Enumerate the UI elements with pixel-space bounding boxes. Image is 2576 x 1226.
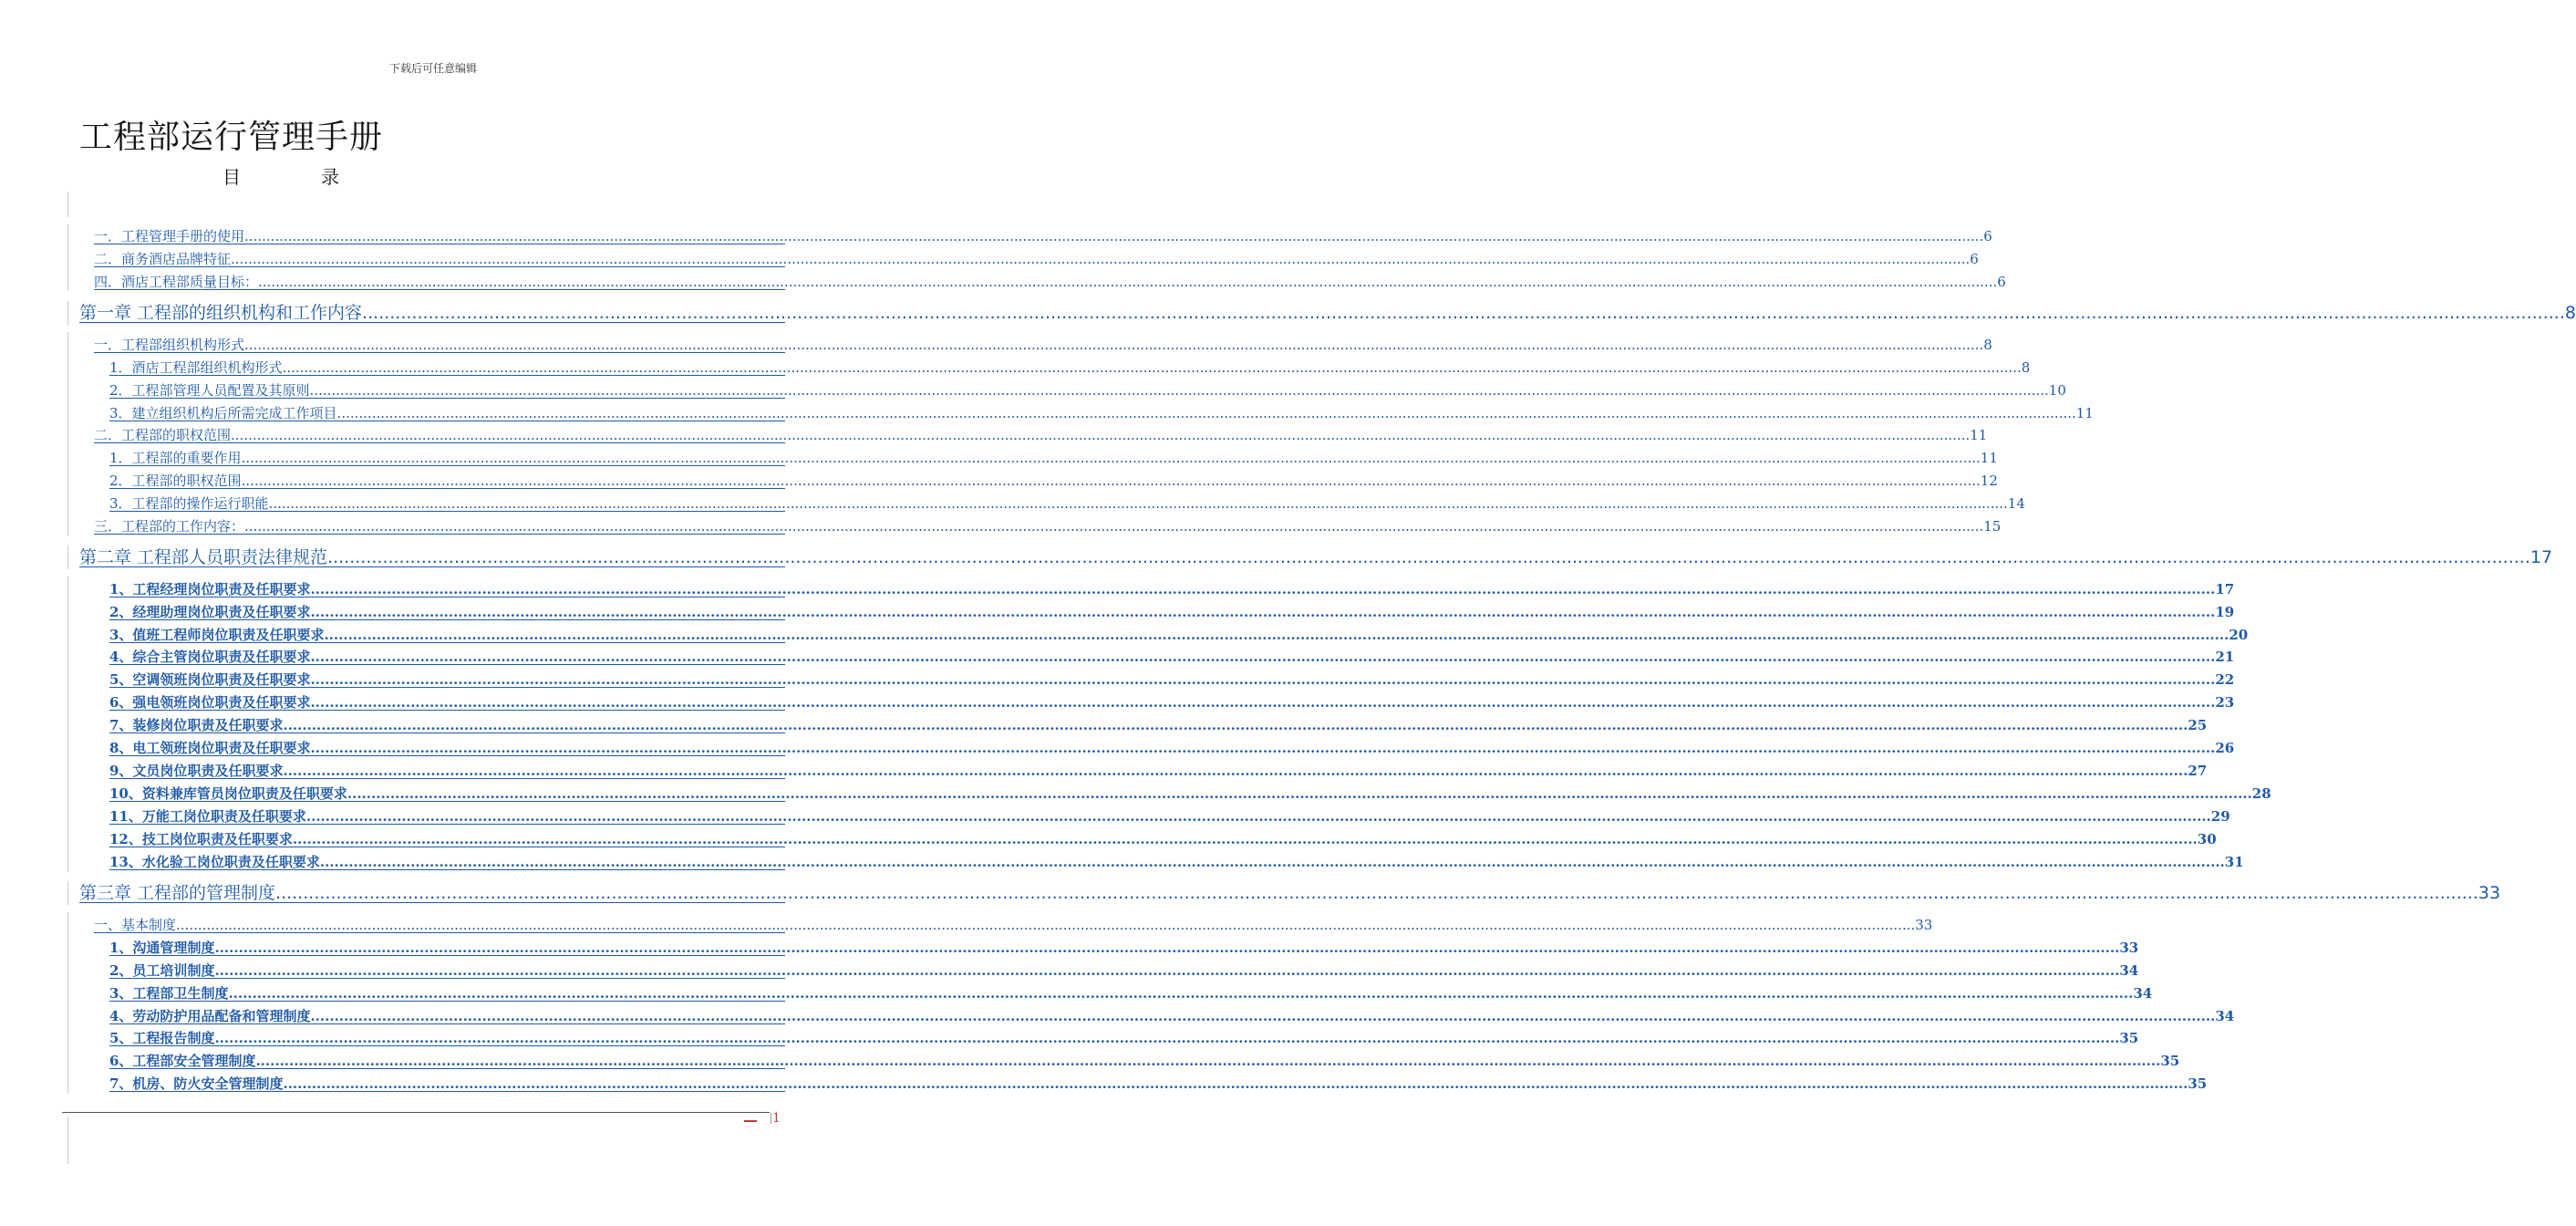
toc-entry[interactable] [109, 1030, 2139, 1046]
toc-leader-dots: ................................................................................................................................................................................................................................................................................................................................................................................................................ [283, 717, 2188, 733]
toc-entry-page: 6 [1997, 274, 2006, 290]
toc-entry-label: 13、水化验工岗位职责及任职要求 [109, 854, 320, 870]
toc-entry-page: 34 [2119, 962, 2139, 979]
toc-leader-dots: ................................................................................................................................................................................................................................................................................................................................................................................................................ [336, 405, 2076, 421]
toc-entry-page: 6 [1983, 228, 1992, 244]
toc-entry-label: 三．工程部的工作内容： [94, 518, 245, 535]
toc-entry[interactable] [109, 785, 2271, 802]
toc-entry-page: 33 [1915, 917, 1933, 933]
toc-leader-dots: ................................................................................................................................................................................................................................................................................................................................................................................................................ [268, 495, 2008, 512]
toc-entry-label: 7、装修岗位职责及任职要求 [109, 717, 284, 733]
toc-entry[interactable] [109, 473, 1998, 489]
toc-leader-dots: ................................................................................................................................................................................................................................................................................................................................................................................................................ [258, 274, 1998, 290]
toc-entry-page: 23 [2215, 694, 2235, 711]
toc-entry-page: 29 [2210, 808, 2230, 825]
toc-entry-page: 34 [2133, 985, 2153, 1002]
toc-entry[interactable] [109, 940, 2139, 956]
toc-entry-page: 14 [2007, 495, 2025, 512]
toc-leader-dots: ................................................................................................................................................................................................................................................................................................................................................................................................................ [310, 649, 2216, 665]
margin-bracket [67, 1117, 68, 1164]
toc-entry[interactable] [109, 985, 2153, 1002]
toc-entry-label: 2、员工培训制度 [109, 962, 215, 979]
toc-entry-label: 3．工程部的操作运行职能 [109, 495, 269, 512]
toc-entry-page: 11 [1980, 450, 1998, 466]
toc-entry-label: 5、空调领班岗位职责及任职要求 [109, 671, 311, 688]
toc-entry[interactable] [94, 917, 1933, 933]
toc-entry-page: 21 [2215, 649, 2235, 665]
toc-entry[interactable] [109, 649, 2235, 665]
toc-entry-page: 20 [2229, 627, 2249, 643]
toc-entry-label: 第一章 工程部的组织机构和工作内容 [79, 303, 363, 323]
toc-entry-page: 17 [2529, 547, 2553, 567]
toc-leader-dots: ................................................................................................................................................................................................................................................................................................................................................................................................................ [214, 1030, 2120, 1046]
toc-entry[interactable] [109, 808, 2230, 825]
toc-entry-label: 2．工程部管理人员配置及其原则 [109, 382, 310, 399]
toc-entry[interactable] [109, 831, 2217, 847]
toc-entry-label: 一．工程管理手册的使用 [94, 228, 245, 244]
toc-leader-dots: ................................................................................................................................................................................................................................................................................................................................................................................................................ [241, 473, 1981, 489]
toc-entry-label: 12、技工岗位职责及任职要求 [109, 831, 293, 847]
toc-entry-label: 2、经理助理岗位职责及任职要求 [109, 604, 311, 620]
toc-entry[interactable] [94, 337, 1992, 353]
toc-entry-label: 8、电工领班岗位职责及任职要求 [109, 740, 311, 756]
toc-entry[interactable] [109, 581, 2235, 597]
toc-entry-page: 26 [2215, 740, 2235, 756]
toc-entry-label: 1、沟通管理制度 [109, 940, 215, 956]
toc-entry-page: 35 [2119, 1030, 2139, 1046]
toc-leader-dots: ................................................................................................................................................................................................................................................................................................................................................................................................................ [310, 604, 2216, 620]
toc-entry-page: 8 [2564, 303, 2576, 323]
toc-entry-label: 四．酒店工程部质量目标： [94, 274, 259, 290]
toc-leader-dots: ................................................................................................................................................................................................................................................................................................................................................................................................................ [231, 427, 1971, 443]
toc-entry-label: 二．工程部的职权范围 [94, 427, 232, 443]
margin-bracket [67, 224, 68, 290]
toc-entry-label: 10、资料兼库管员岗位职责及任职要求 [109, 785, 347, 802]
toc-entry-page: 11 [1970, 427, 1988, 443]
toc-leader-dots: ................................................................................................................................................................................................................................................................................................................................................................................................................ [275, 883, 2478, 903]
toc-entry-label: 1．酒店工程部组织机构形式 [109, 359, 283, 376]
toc-entry-label: 一、基本制度 [94, 917, 177, 933]
toc-leader-dots: ................................................................................................................................................................................................................................................................................................................................................................................................................ [244, 228, 1984, 244]
toc-entry[interactable] [109, 740, 2235, 756]
toc-entry-page: 33 [2478, 883, 2501, 903]
toc-entry[interactable] [94, 274, 2006, 290]
margin-bracket [67, 912, 68, 1093]
toc-entry-page: 28 [2251, 785, 2271, 802]
toc-entry-page: 31 [2224, 854, 2244, 870]
toc-entry[interactable] [94, 518, 2002, 535]
toc-leader-dots: ................................................................................................................................................................................................................................................................................................................................................................................................................ [244, 518, 1984, 535]
toc-entry-page: 10 [2048, 382, 2066, 399]
toc-entry[interactable] [109, 627, 2249, 643]
toc-leader-dots: ................................................................................................................................................................................................................................................................................................................................................................................................................ [310, 1008, 2216, 1024]
toc-entry-label: 3、值班工程师岗位职责及任职要求 [109, 627, 325, 643]
toc-leader-dots: ................................................................................................................................................................................................................................................................................................................................................................................................................ [244, 337, 1984, 353]
toc-leader-dots: ................................................................................................................................................................................................................................................................................................................................................................................................................ [241, 450, 1981, 466]
toc-entry-label: 4、劳动防护用品配备和管理制度 [109, 1008, 311, 1024]
toc-entry[interactable] [109, 1008, 2235, 1024]
toc-heading-char-1: 目 [222, 166, 241, 188]
toc-entry[interactable] [109, 763, 2208, 779]
toc-chapter-entry[interactable] [79, 547, 2553, 567]
toc-entry-page: 35 [2160, 1053, 2180, 1069]
toc-entry-page: 22 [2215, 671, 2235, 688]
document-title: 工程部运行管理手册 [79, 119, 384, 156]
toc-entry[interactable] [94, 251, 1979, 267]
toc-entry-label: 二．商务酒店品牌特征 [94, 251, 232, 267]
toc-entry[interactable] [109, 495, 2025, 512]
margin-bracket [67, 332, 68, 536]
toc-entry-page: 30 [2197, 831, 2217, 847]
toc-entry-label: 1、工程经理岗位职责及任职要求 [109, 581, 311, 597]
toc-entry-label: 第二章 工程部人员职责法律规范 [79, 547, 328, 567]
toc-entry-label: 1．工程部的重要作用 [109, 450, 242, 466]
toc-entry-page: 17 [2215, 581, 2235, 597]
toc-entry[interactable] [109, 671, 2235, 688]
toc-entry-label: 9、文员岗位职责及任职要求 [109, 763, 284, 779]
toc-leader-dots: ................................................................................................................................................................................................................................................................................................................................................................................................................ [310, 694, 2216, 711]
toc-entry-label: 3．建立组织机构后所需完成工作项目 [109, 405, 337, 421]
toc-entry-label: 7、机房、防火安全管理制度 [109, 1075, 284, 1092]
toc-entry[interactable] [109, 694, 2235, 711]
toc-leader-dots: ................................................................................................................................................................................................................................................................................................................................................................................................................ [283, 1075, 2188, 1092]
toc-entry[interactable] [109, 359, 2031, 376]
toc-entry[interactable] [94, 228, 1992, 244]
margin-bracket [67, 301, 68, 325]
toc-leader-dots: ................................................................................................................................................................................................................................................................................................................................................................................................................ [214, 940, 2120, 956]
toc-leader-dots: ................................................................................................................................................................................................................................................................................................................................................................................................................ [309, 382, 2049, 399]
toc-leader-dots: ................................................................................................................................................................................................................................................................................................................................................................................................................ [176, 917, 1916, 933]
toc-entry[interactable] [109, 405, 2094, 421]
toc-entry-label: 6、工程部安全管理制度 [109, 1053, 256, 1069]
toc-leader-dots: ................................................................................................................................................................................................................................................................................................................................................................................................................ [292, 831, 2198, 847]
margin-bracket [67, 577, 68, 872]
toc-leader-dots: ................................................................................................................................................................................................................................................................................................................................................................................................................ [319, 854, 2225, 870]
toc-heading [222, 162, 339, 189]
toc-entry-label: 5、工程报告制度 [109, 1030, 215, 1046]
toc-entry-page: 35 [2188, 1075, 2208, 1092]
toc-leader-dots: ................................................................................................................................................................................................................................................................................................................................................................................................................ [255, 1053, 2161, 1069]
toc-entry-label: 3、工程部卫生制度 [109, 985, 229, 1002]
toc-leader-dots: ................................................................................................................................................................................................................................................................................................................................................................................................................ [362, 303, 2565, 323]
toc-leader-dots: ................................................................................................................................................................................................................................................................................................................................................................................................................ [231, 251, 1971, 267]
toc-entry-page: 8 [1983, 337, 1992, 353]
toc-leader-dots: ................................................................................................................................................................................................................................................................................................................................................................................................................ [310, 740, 2216, 756]
toc-entry-page: 27 [2188, 763, 2208, 779]
toc-entry-page: 11 [2075, 405, 2094, 421]
toc-entry-label: 2．工程部的职权范围 [109, 473, 242, 489]
toc-leader-dots: ................................................................................................................................................................................................................................................................................................................................................................................................................ [347, 785, 2252, 802]
toc-entry[interactable] [109, 717, 2208, 733]
toc-entry[interactable] [109, 382, 2066, 399]
toc-entry[interactable] [94, 427, 1988, 443]
toc-entry[interactable] [109, 1053, 2180, 1069]
header-note: 下载后可任意编辑 [388, 62, 477, 75]
margin-bracket [67, 881, 68, 905]
toc-entry-label: 6、强电领班岗位职责及任职要求 [109, 694, 311, 711]
toc-leader-dots: ................................................................................................................................................................................................................................................................................................................................................................................................................ [310, 671, 2216, 688]
toc-heading-char-2: 录 [321, 166, 339, 188]
toc-leader-dots: ................................................................................................................................................................................................................................................................................................................................................................................................................ [228, 985, 2134, 1002]
margin-bracket [67, 545, 68, 569]
toc-leader-dots: ................................................................................................................................................................................................................................................................................................................................................................................................................ [327, 547, 2530, 567]
toc-entry[interactable] [109, 604, 2235, 620]
toc-entry[interactable] [109, 450, 1998, 466]
toc-entry[interactable] [109, 854, 2244, 870]
toc-entry-label: 一．工程部组织机构形式 [94, 337, 245, 353]
toc-leader-dots: ................................................................................................................................................................................................................................................................................................................................................................................................................ [282, 359, 2022, 376]
toc-leader-dots: ................................................................................................................................................................................................................................................................................................................................................................................................................ [324, 627, 2229, 643]
toc-entry-label: 4、综合主管岗位职责及任职要求 [109, 649, 311, 665]
toc-entry-page: 12 [1980, 473, 1998, 489]
toc-entry-page: 33 [2119, 940, 2139, 956]
footer-mark-bar [744, 1120, 757, 1122]
toc-entry-page: 19 [2215, 604, 2235, 620]
toc-entry[interactable] [109, 1075, 2208, 1092]
toc-leader-dots: ................................................................................................................................................................................................................................................................................................................................................................................................................ [310, 581, 2216, 597]
toc-entry-page: 6 [1970, 251, 1979, 267]
toc-entry-label: 11、万能工岗位职责及任职要求 [109, 808, 306, 825]
toc-entry-label: 第三章 工程部的管理制度 [79, 883, 276, 903]
footer-rule [62, 1112, 770, 1113]
toc-leader-dots: ................................................................................................................................................................................................................................................................................................................................................................................................................ [305, 808, 2211, 825]
toc-entry-page: 34 [2215, 1008, 2235, 1024]
toc-leader-dots: ................................................................................................................................................................................................................................................................................................................................................................................................................ [283, 763, 2188, 779]
toc-leader-dots: ................................................................................................................................................................................................................................................................................................................................................................................................................ [214, 962, 2120, 979]
toc-entry-page: 8 [2021, 359, 2031, 376]
page-number: 1 [772, 1111, 781, 1126]
toc-entry-page: 25 [2188, 717, 2208, 733]
toc-entry-page: 15 [1983, 518, 2002, 535]
toc-chapter-entry[interactable] [79, 883, 2501, 903]
margin-bracket [67, 192, 68, 217]
toc-chapter-entry[interactable] [79, 303, 2576, 323]
toc-entry[interactable] [109, 962, 2139, 979]
